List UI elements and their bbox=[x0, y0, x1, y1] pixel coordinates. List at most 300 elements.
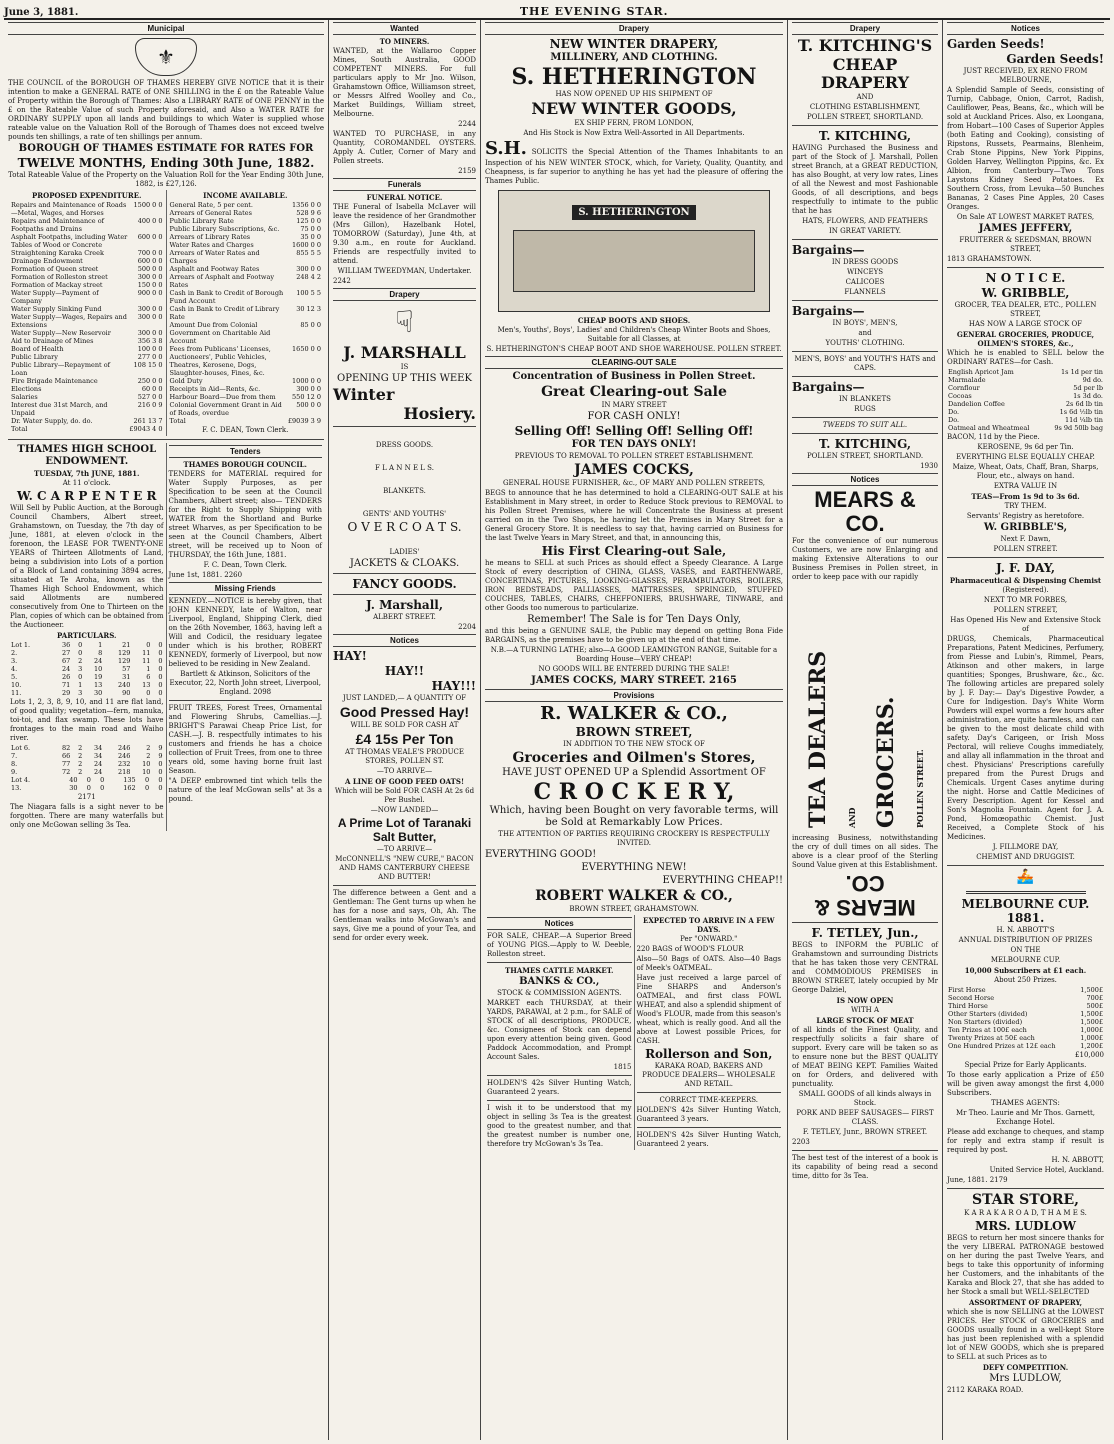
lot-row-cell: 135 bbox=[123, 776, 136, 784]
gribble-hasnow: HAS NOW A LARGE STOCK OF bbox=[968, 320, 1083, 328]
expenditure-row-cell: Straightening Karaka Creek bbox=[11, 249, 104, 257]
price-row-cell: 2s 6d lb tin bbox=[1065, 400, 1103, 408]
expenditure-row bbox=[10, 329, 164, 337]
lot-row-cell: 2 bbox=[78, 760, 83, 768]
abbott-footer bbox=[947, 1176, 1104, 1185]
gribble-teas: TEAS—From 1s 9d to 3s 6d. bbox=[971, 492, 1080, 501]
walker-have: HAVE JUST OPENED UP a Splendid Assortment OF bbox=[502, 767, 766, 778]
cocks-first: His First Clearing-out Sale, bbox=[541, 544, 727, 558]
lot-row-cell: 1 bbox=[98, 641, 103, 649]
lot-row-cell: 9. bbox=[11, 768, 18, 776]
prize-row-cell: Non Starters (divided) bbox=[948, 1018, 1023, 1026]
marshall-blankets: BLANKETS. bbox=[383, 487, 426, 495]
mears-grocers: GROCERS. bbox=[873, 696, 899, 828]
expenditure-row-cell: Formation of Rolleston street bbox=[11, 273, 108, 281]
expenditure-table bbox=[10, 201, 164, 433]
expenditure-row bbox=[10, 353, 164, 361]
school-text: Will Sell by Public Auction, at the Borough Council Chambers, Albert street, Grahamstown, on Tuesday, the 7th day of June, 1881, at eleven o'clock in the forenoon, the LEASE FOR TWENTY-ONE YEARS of Thirteen Allotments of Land, being a subdivision into Lots of a portion of a Block of Land containing 3894 acres, situated at Te Aroha, known as the Thames High School Endowment, which said Allotments are numbered consecutively from One to Thirteen on the Plan, copies of which can be obtained from the Auctioneer. bbox=[10, 504, 164, 629]
lot-row-cell: 9 bbox=[158, 752, 163, 760]
ad-number: 2242 bbox=[333, 277, 351, 285]
abbott-prizes-head: About 250 Prizes. bbox=[994, 976, 1057, 984]
gribble-general: GENERAL GROCERIES, PRODUCE, OILMEN'S STORES, &c., bbox=[956, 330, 1095, 348]
expenditure-row-cell: 250 0 0 bbox=[137, 377, 163, 385]
lot-row bbox=[10, 689, 164, 697]
section-heading: Provisions bbox=[485, 689, 783, 702]
lot-row-cell: 0 bbox=[158, 665, 163, 673]
lot-row bbox=[10, 760, 164, 768]
abbott-signature: H. N. ABBOTT, bbox=[1051, 1156, 1104, 1164]
expenditure-row bbox=[10, 401, 164, 417]
lot-row-cell: 72 bbox=[61, 768, 71, 776]
ludlow-karaka: K A R A K A R O A D, T H A M E S. bbox=[964, 1209, 1087, 1217]
lot-row-cell: Lot 1. bbox=[11, 641, 31, 649]
missing-signature: Bartlett & Atkinson, Solicitors of the Executor, 22, North John street, Liverpool, England. 2098 bbox=[169, 670, 322, 696]
expenditure-row bbox=[10, 305, 164, 313]
lot-row-cell: 9 bbox=[158, 744, 163, 752]
ad-number: 2112 bbox=[947, 1386, 965, 1394]
expenditure-row-cell: 900 0 0 bbox=[137, 289, 163, 297]
expenditure-row-cell: Water Supply—Wages, Repairs and Extensions bbox=[11, 313, 127, 329]
income-row-cell: Arrears of General Rates bbox=[169, 209, 252, 217]
lot-row-cell: 13 bbox=[142, 681, 151, 689]
holden-2: HOLDEN'S 42s Silver Hunting Watch, Guaranteed 2 years. bbox=[636, 1131, 781, 1148]
ludlow-footer bbox=[947, 1386, 1104, 1395]
mcgowan-filler: I wish it to be understood that my object in selling 3s Tea is the greatest good to the greatest number, and that the greatest number is number one, therefore try McGowan's 3s Tea. bbox=[487, 1104, 632, 1148]
gribble-price-table bbox=[947, 368, 1104, 432]
lot-row-cell: 0 bbox=[158, 689, 163, 697]
lot-row-cell: 240 bbox=[117, 681, 131, 689]
shop-front bbox=[513, 230, 755, 292]
bargain-item: IN DRESS GOODS bbox=[831, 258, 899, 266]
bargains-1: Bargains— bbox=[792, 243, 865, 257]
expenditure-row-cell: Repairs and Maintenance of Footpaths and Drains bbox=[11, 217, 105, 233]
price-row bbox=[947, 400, 1104, 408]
marshall-gents: GENTS' AND YOUTHS' bbox=[362, 510, 447, 518]
mears-vertical-text bbox=[792, 588, 938, 828]
column-kitching-mears bbox=[788, 20, 943, 1440]
undertaker: WILLIAM TWEEDYMAN, Undertaker. bbox=[337, 267, 472, 275]
section-heading-tenders: Tenders bbox=[169, 445, 323, 458]
lot-row-cell: 11 bbox=[142, 649, 151, 657]
price-row-cell: Cornflour bbox=[948, 384, 980, 392]
expenditure-row bbox=[10, 233, 164, 249]
walker-crockery: C R O C K E R Y, bbox=[533, 779, 735, 805]
price-row-cell: Oatmeal and Wheatmeal bbox=[948, 424, 1030, 432]
lot-row-cell: 5. bbox=[11, 673, 18, 681]
expenditure-row-cell: 216 0 9 bbox=[137, 401, 163, 409]
expenditure-row-cell: Board of Health bbox=[11, 345, 64, 353]
expenditure-row-cell: 600 0 0 bbox=[137, 233, 163, 241]
gribble-enabled: Which he is enabled to SELL below the ORDINARY RATES—for Cash. bbox=[947, 349, 1104, 366]
ludlow-text: BEGS to return her most sincere thanks for the very LIBERAL PATRONAGE bestowed on her during the past Twelve Years, and begs to take this opportunity of informing her Customers, and the inhabitants of the Karaka and Block 27, that she has added to her Stock a small but WELL-SELECTED bbox=[947, 1234, 1104, 1296]
tetley-signature: F. TETLEY, Junr., BROWN STREET. bbox=[802, 1128, 928, 1136]
hay-3: HAY!!! bbox=[431, 679, 476, 693]
bargain-item: CALICOES bbox=[845, 278, 885, 286]
lot-row-cell: 10. bbox=[11, 681, 22, 689]
income-row-cell: 125 0 0 bbox=[296, 217, 321, 225]
lot-row-cell: 2 bbox=[78, 657, 83, 665]
lot-row bbox=[10, 673, 164, 681]
expenditure-row-cell: 108 15 0 bbox=[133, 361, 163, 369]
heth-cheap-2: Men's, Youths', Boys', Ladies' and Children's Cheap Winter Boots and Shoes, Suitable for all Classes, at bbox=[497, 326, 771, 343]
lot-row-cell: 24 bbox=[93, 657, 103, 665]
mcconnell-line: McCONNELL'S "NEW CURE," BACON AND HAMS CANTERBURY CHEESE AND BUTTER! bbox=[335, 855, 474, 881]
walker-addition: IN ADDITION TO THE NEW STOCK OF bbox=[563, 740, 705, 748]
gribble-notice: N O T I C E. bbox=[985, 271, 1066, 285]
income-row-cell: 1356 0 0 bbox=[292, 201, 321, 209]
mears-and: AND bbox=[847, 807, 857, 828]
expenditure-row bbox=[10, 393, 164, 401]
abbott-postage: Please add exchange to cheques, and stamp for reply and extra stamp if result is required by post. bbox=[947, 1128, 1104, 1154]
ad-number: 2159 bbox=[458, 167, 476, 175]
pointing-hand-icon: ☟ bbox=[395, 305, 414, 340]
estimate-subtitle: TWELVE MONTHS, Ending 30th June, 1882. bbox=[17, 156, 315, 170]
gribble-name: W. GRIBBLE, bbox=[981, 286, 1070, 300]
income-row-cell: 1650 0 0 bbox=[292, 345, 321, 353]
lot-row-cell: Lot 4. bbox=[11, 776, 31, 784]
pigs-text: FOR SALE, CHEAP.—A Superior Breed of YOUNG PIGS.—Apply to W. Deeble, Rolleston street. bbox=[487, 932, 632, 958]
lot-row-cell: 232 bbox=[117, 760, 131, 768]
lot-row-cell: 218 bbox=[117, 768, 131, 776]
tetley-small: SMALL GOODS of all kinds always in Stock. bbox=[798, 1090, 932, 1107]
lots-table-c bbox=[10, 776, 164, 792]
expenditure-row-cell: Dr. Water Supply, do. do. bbox=[11, 417, 93, 425]
expenditure-row-cell: 277 0 0 bbox=[137, 353, 163, 361]
tenders-signature: F. C. Dean, Town Clerk. bbox=[203, 561, 287, 569]
price-row-cell: 9d do. bbox=[1082, 376, 1103, 384]
lot-row-cell: 2 bbox=[78, 768, 83, 776]
expenditure-row-cell: Water Supply—New Reservoir bbox=[11, 329, 111, 337]
income-row-cell: Public Library Subscriptions, &c. bbox=[169, 225, 280, 233]
gribble-maize: Maize, Wheat, Oats, Chaff, Bran, Sharps, Flour, etc., always on hand. bbox=[952, 463, 1099, 480]
marshall-fancy: FANCY GOODS. bbox=[352, 577, 457, 591]
heth-new-winter: NEW WINTER DRAPERY, bbox=[549, 37, 719, 51]
particulars-heading: PARTICULARS. bbox=[57, 631, 117, 640]
coat-of-arms-icon: ⚜ bbox=[135, 38, 197, 76]
income-row bbox=[169, 289, 323, 305]
kitching-clothing: CLOTHING ESTABLISHMENT, bbox=[809, 103, 921, 111]
income-row-cell: Asphalt and Footway Rates bbox=[169, 265, 260, 273]
lot-row bbox=[10, 641, 164, 649]
expenditure-row bbox=[10, 337, 164, 345]
income-row-cell: 300 0 0 bbox=[296, 385, 321, 393]
expenditure-row bbox=[10, 361, 164, 377]
gribble-pollen: POLLEN STREET. bbox=[993, 545, 1058, 553]
ad-number: 1813 bbox=[947, 255, 965, 263]
income-row-cell: Cash in Bank to Credit of Library Rate bbox=[169, 305, 280, 321]
expenditure-row bbox=[10, 217, 164, 233]
marshall-jackets: JACKETS & CLOAKS. bbox=[349, 558, 460, 569]
walker-groceries: Groceries and Oilmen's Stores, bbox=[512, 750, 756, 766]
oats-price: Which will be Sold FOR CASH At 2s 6d Per Bushel. bbox=[334, 787, 475, 804]
section-heading: Municipal bbox=[8, 22, 324, 35]
seeds-splendid: A Splendid Sample of Seeds, consisting of Turnip, Cabbage, Onion, Carrot, Radish, Cauliflower, Peas, Beans, &c., which will be sold at Auckland Prices. Also, ex Loongana, from Hobart—100 Cases of Superior Apples (both Eating and Cooking), consisting of Ripstons, Russets, Pearmains, Blenheim, Crab Stone Pippins, New York Pippins, Golden Harvey, Wellington Pippins, &c. Ex Albion, from Canterbury—Two Tons Laystons Kidney Seed Potatoes. Ex Southern Cross, from Levuka—50 Bunches Bananas, 2 Cases Pine Apples, 20 Cases Oranges. bbox=[947, 86, 1104, 211]
lot-row bbox=[10, 776, 164, 784]
income-row-cell: 35 0 0 bbox=[300, 233, 321, 241]
expenditure-row-cell: Repairs and Maintenance of Roads—Metal, Wages, and Horses bbox=[11, 201, 127, 217]
cocks-ten: FOR TEN DAYS ONLY! bbox=[571, 439, 697, 450]
expenditure-row-cell: Elections bbox=[11, 385, 42, 393]
lot-row-cell: 0 bbox=[158, 768, 163, 776]
bargains-3: Bargains— bbox=[792, 380, 865, 394]
price-row bbox=[947, 416, 1104, 424]
income-row bbox=[169, 345, 323, 377]
seeds-received: JUST RECEIVED, EX RENO FROM MELBOURNE, bbox=[963, 67, 1088, 84]
kitching-name-2: T. KITCHING, bbox=[818, 129, 912, 143]
lot-row-cell: 129 bbox=[117, 657, 131, 665]
estimate-title: BOROUGH OF THAMES ESTIMATE FOR RATES FOR bbox=[18, 143, 314, 154]
income-row bbox=[169, 393, 323, 401]
flour-3: Have just received a large parcel of Fine SHARPS and Anderson's OATMEAL, and first class FOWL WHEAT, and also a splendid shipment of Wood's FLOUR, made from this season's wheat, which is really good. And all the above at Lowest possible Prices, for CASH. bbox=[636, 974, 781, 1045]
gribble-dawn: Next F. Dawn, bbox=[1000, 535, 1051, 543]
gribble-servants: Servants' Registry as heretofore. bbox=[966, 512, 1085, 520]
cocks-nogoods: NO GOODS WILL BE ENTERED DURING THE SALE! bbox=[538, 665, 730, 673]
lot-row-cell: 162 bbox=[123, 784, 136, 792]
lot-row-cell: 34 bbox=[93, 752, 103, 760]
jeffery-footer bbox=[947, 255, 1104, 264]
heth-ship: EX SHIP FERN, FROM LONDON, bbox=[574, 119, 694, 127]
price-row bbox=[947, 408, 1104, 416]
abbott-annual: ANNUAL DISTRIBUTION OF PRIZES bbox=[958, 936, 1093, 944]
cocks-cash: FOR CASH ONLY! bbox=[587, 411, 681, 422]
income-row-cell: General Rate, 5 per cent. bbox=[169, 201, 253, 209]
expenditure-row-cell: Total bbox=[11, 425, 28, 433]
kitching-name-3: T. KITCHING, bbox=[818, 437, 912, 451]
heth-millinery: MILLINERY, AND CLOTHING. bbox=[550, 52, 718, 63]
bargain-item: IN BLANKETS bbox=[839, 395, 891, 403]
cocks-name: JAMES COCKS, bbox=[574, 462, 694, 478]
seeds-1: Garden Seeds! bbox=[947, 37, 1045, 51]
ad-number: 2203 bbox=[792, 1138, 810, 1146]
lot-row-cell: 8. bbox=[11, 760, 18, 768]
lot-row-cell: 2. bbox=[11, 649, 18, 657]
masthead bbox=[4, 2, 1110, 20]
heth-goods: NEW WINTER GOODS, bbox=[531, 99, 737, 118]
expenditure-row-cell: Asphalt Footpaths, including Water Tables of Wood or Concrete bbox=[11, 233, 128, 249]
lot-row-cell: 13 bbox=[93, 681, 103, 689]
oats-line: A LINE OF GOOD FEED OATS! bbox=[344, 777, 465, 786]
price-row-cell: 1s 3d do. bbox=[1073, 392, 1103, 400]
day-fillmore: J. FILLMORE DAY, bbox=[992, 843, 1059, 851]
tetley-pork: PORK AND BEEF SAUSAGES— FIRST CLASS. bbox=[796, 1109, 934, 1126]
lot-row-cell: 34 bbox=[93, 744, 103, 752]
expenditure-row-cell: 300 0 0 bbox=[137, 273, 163, 281]
price-row bbox=[947, 376, 1104, 384]
income-row-cell: Fees from Publicans' Licenses, Auctioneers', Public Vehicles, Theatres, Kerosene, Dogs, Slaughter-houses, Fines, &c. bbox=[169, 345, 271, 377]
income-row-cell: Water Rates and Charges bbox=[169, 241, 254, 249]
abbott-special: Special Prize for Early Applicants. bbox=[964, 1061, 1087, 1069]
expenditure-row bbox=[10, 417, 164, 425]
price-row bbox=[947, 392, 1104, 400]
kitching-having: HAVING Purchased the Business and part of the Stock of J. Marshall, Pollen street Branch, at a GREAT REDUCTION, has also Bought, at very low rates, Lines of all the Newest and most Fashionable Goods, of all descriptions, and begs respectfully to intimate to the public that he has bbox=[792, 144, 938, 215]
income-row bbox=[169, 417, 323, 425]
income-row-cell: £9039 3 9 bbox=[287, 417, 321, 425]
tenders-text: TENDERS for MATERIAL required for Water Supply Purposes, as per Specification to be seen at the Council Chambers, Albert street; also— TENDERS for the Right to Supply Shipping with WATER from the Shortland and Burke street Wharves, as per Specification to be seen at the Council Chambers, Albert street, will be received up to Noon of THURSDAY, the 16th June, 1881. bbox=[168, 470, 322, 559]
lot-row-cell: 67 bbox=[61, 657, 71, 665]
lot-row-cell: 71 bbox=[61, 681, 71, 689]
lot-row-cell: 11 bbox=[142, 657, 151, 665]
heth-initials: S.H. bbox=[485, 138, 527, 159]
lot-row-cell: 6 bbox=[146, 673, 151, 681]
expenditure-row bbox=[10, 281, 164, 289]
ludlow-road: KARAKA ROAD. bbox=[967, 1386, 1024, 1394]
hay-1: HAY! bbox=[333, 649, 367, 663]
income-row-cell: Harbour Board—Due from them bbox=[169, 393, 276, 401]
day-registered: (Registered). bbox=[1002, 586, 1049, 594]
auctioneer-name: W. C A R P E N T E R bbox=[17, 489, 157, 503]
ad-number: 2171 bbox=[77, 793, 96, 801]
paper-title: THE EVENING STAR. bbox=[519, 5, 669, 18]
town-clerk-signature: F. C. DEAN, Town Clerk. bbox=[202, 426, 289, 434]
expenditure-row bbox=[10, 201, 164, 217]
heth-warehouse: S. HETHERINGTON'S CHEAP BOOT AND SHOE WAREHOUSE. POLLEN STREET. bbox=[486, 345, 782, 353]
ad-number: 1930 bbox=[920, 462, 938, 470]
gribble-kerosene: KEROSENE, 9s 6d per Tin. bbox=[977, 443, 1074, 451]
lot-row bbox=[10, 649, 164, 657]
price-row-cell: English Apricot Jam bbox=[948, 368, 1014, 376]
ludlow-assort-2: which she is now SELLING at the LOWEST PRICES. Her STOCK of GROCERIES and GOODS usually found in a well-kept Store has just been replenished with a splendid lot of NEW GOODS, which she is prepared to SELL at such Prices as to bbox=[947, 1308, 1104, 1361]
lot-row bbox=[10, 784, 164, 792]
mears-convenience: For the convenience of our numerous Customers, we are now Enlarging and making Extensive Alterations to our Business Premises in Pollen street, in order to keep pace with our rapidly bbox=[792, 537, 938, 581]
mears-tea: TEA DEALERS bbox=[805, 650, 831, 828]
day-opened: Has Opened His New and Extensive Stock of bbox=[950, 616, 1101, 633]
heth-opened: HAS NOW OPENED UP HIS SHIPMENT OF bbox=[555, 90, 713, 98]
shopfront-engraving bbox=[498, 190, 770, 312]
cocks-great: Great Clearing-out Sale bbox=[541, 384, 727, 400]
tetley-meat: of all kinds of the Finest Quality, and respectfully solicits a fair share of support. Every care will be taken so as to ensure none but the BEST QUALITY of MEAT BEING KEPT. Families Waited on for Orders, and delivered with punctuality. bbox=[792, 1026, 938, 1088]
income-row bbox=[169, 217, 323, 225]
section-heading: Notices bbox=[333, 634, 476, 647]
lot-row-cell: 10 bbox=[93, 665, 103, 673]
income-row bbox=[169, 305, 323, 321]
prize-row-cell: 1,500£ bbox=[1080, 1010, 1103, 1018]
prize-row bbox=[947, 1034, 1104, 1042]
missing-text: KENNEDY.—NOTICE is hereby given, that JOHN KENNEDY, late of Walton, near Liverpool, England, Shipping Clerk, died on the 26th November, 1863, having left a Will and Codicil, the residuary legatee under which is his brother, ROBERT KENNEDY, formerly of Liverpool, but now believed to be residing in New Zealand. bbox=[168, 597, 322, 668]
day-chemist: Pharmaceutical & Dispensing Chemist bbox=[949, 576, 1102, 585]
lot-row-cell: 30 bbox=[69, 784, 78, 792]
shop-sign: S. HETHERINGTON bbox=[572, 205, 695, 220]
price-row-cell: 9s 9d 50lb bag bbox=[1054, 424, 1103, 432]
expenditure-row bbox=[10, 289, 164, 305]
miners-text: WANTED, at the Wallaroo Copper Mines, South Australia, GOOD COMPETENT MINERS. For full particulars apply to Mr Jno. Wilson, Grahamstown Office, Williamson street, or Messrs Alfred Woolley and Co., Market Buildings, William street, Melbourne. bbox=[333, 47, 476, 118]
seeds-onsale: On Sale AT LOWEST MARKET RATES, bbox=[956, 213, 1095, 221]
correct-timekeepers: CORRECT TIME-KEEPERS. bbox=[659, 1096, 758, 1104]
expenditure-row-cell: Fire Brigade Maintenance bbox=[11, 377, 98, 385]
lot-row-cell: 11. bbox=[11, 689, 22, 697]
jeffery-name: JAMES JEFFERY, bbox=[978, 223, 1073, 234]
walker-brown-2: BROWN STREET, GRAHAMSTOWN. bbox=[569, 905, 699, 913]
lot-row-cell: 0 bbox=[100, 784, 105, 792]
expenditure-row-cell: £9043 4 0 bbox=[129, 425, 163, 433]
lot-row-cell: 4. bbox=[11, 665, 18, 673]
prize-row bbox=[947, 1010, 1104, 1018]
expenditure-row-cell: Formation of Mackay street bbox=[11, 281, 103, 289]
section-heading: Notices bbox=[487, 917, 632, 930]
lot-row-cell: 3 bbox=[78, 689, 83, 697]
expenditure-row bbox=[10, 257, 164, 265]
income-row-cell: Arrears of Library Rates bbox=[169, 233, 251, 241]
lot-row-cell: 0 bbox=[146, 641, 151, 649]
abbott-special-2: To those early application a Prize of £50 will be given away amongst the first 4,000 Subscribers. bbox=[947, 1071, 1104, 1097]
lot-row-cell: 27 bbox=[61, 649, 71, 657]
income-row-cell: 1600 0 0 bbox=[292, 241, 321, 249]
kitching-variety: IN GREAT VARIETY. bbox=[828, 227, 902, 235]
lot-row bbox=[10, 681, 164, 689]
kitching-name: T. KITCHING'S bbox=[797, 36, 933, 55]
expenditure-row-cell: Formation of Queen street bbox=[11, 265, 99, 273]
abbott-hotel: United Service Hotel, Auckland. bbox=[989, 1166, 1104, 1174]
income-row-cell: 550 12 0 bbox=[292, 393, 321, 401]
lots-table-a bbox=[10, 641, 164, 697]
mears-pollen: POLLEN STREET. bbox=[915, 749, 925, 828]
day-next: NEXT TO MR FORBES, bbox=[983, 596, 1068, 604]
lot-row-cell: 0 bbox=[86, 784, 91, 792]
lot-row-cell: Lot 6. bbox=[11, 744, 31, 752]
bargain-item: YOUTHS' CLOTHING. bbox=[825, 339, 905, 347]
mears-name: MEARS & CO. bbox=[814, 487, 916, 536]
cocks-selling: Selling Off! Selling Off! Selling Off! bbox=[514, 424, 754, 438]
expenditure-row-cell: Interest due 31st March, and Unpaid bbox=[11, 401, 108, 417]
issue-date: June 3, 1881. bbox=[4, 7, 79, 18]
lot-row-cell: 2 bbox=[146, 744, 151, 752]
funeral-text: THE Funeral of Isabella McLaver will leave the residence of her Grandmother (Mrs Gillon), Hazelbank Hotel, TOMORROW (Saturday), June 4th, at 9.30 a.m., en route for Auckland. Friends are respectfully invited to attend. bbox=[333, 203, 476, 265]
lot-row-cell: 129 bbox=[117, 649, 131, 657]
kitching-cheap: CHEAP DRAPERY bbox=[820, 55, 910, 92]
mears-increasing: increasing Business, notwithstanding the cry of dull times on all sides. The above is a clear proof of the Sterling Sound Value given at this Establishment. bbox=[792, 834, 938, 869]
lot-row bbox=[10, 744, 164, 752]
section-heading-missing: Missing Friends bbox=[169, 582, 323, 595]
funeral-heading: FUNERAL NOTICE. bbox=[366, 193, 443, 202]
income-row bbox=[169, 265, 323, 273]
column-notices bbox=[943, 20, 1108, 1440]
lot-row-cell: 24 bbox=[93, 760, 103, 768]
price-row-cell: 1s 1d per tin bbox=[1061, 368, 1103, 376]
prize-row-cell: 1,500£ bbox=[1080, 986, 1103, 994]
lot-row-cell: 0 bbox=[100, 776, 105, 784]
expenditure-row-cell: Water Supply—Payment of Company bbox=[11, 289, 99, 305]
prize-row-cell: 700£ bbox=[1086, 994, 1103, 1002]
expenditure-row bbox=[10, 273, 164, 281]
school-title: THAMES HIGH SCHOOL ENDOWMENT. bbox=[17, 444, 157, 467]
kitching-pollen: POLLEN STREET, SHORTLAND. bbox=[806, 113, 924, 121]
lot-row-cell: 0 bbox=[144, 776, 150, 784]
rollerson-karaka: KARAKA ROAD, BAKERS AND PRODUCE DEALERS— WHOLESALE AND RETAIL. bbox=[642, 1062, 776, 1088]
cocks-remember: Remember! The Sale is for Ten Days Only, bbox=[527, 614, 741, 625]
rateable-value: Total Rateable Value of the Property on the Valuation Roll for the Year Ending 30th June, 1882, is £27,126. bbox=[8, 171, 324, 188]
cocks-previous: PREVIOUS TO REMOVAL TO POLLEN STREET ESTABLISHMENT. bbox=[514, 452, 754, 460]
walker-everything-3: EVERYTHING CHEAP!! bbox=[662, 875, 783, 886]
marshall-overcoats: O V E R C O A T S. bbox=[347, 520, 462, 534]
marshall-opening: OPENING UP THIS WEEK bbox=[337, 373, 472, 384]
expected-onward: Per "ONWARD." bbox=[680, 935, 738, 943]
lot-row-cell: 0 bbox=[86, 776, 91, 784]
lot-row-cell: 246 bbox=[117, 752, 131, 760]
cattle-market: THAMES CATTLE MARKET. bbox=[505, 966, 614, 975]
expenditure-row-cell: 261 13 7 bbox=[133, 417, 163, 425]
bargain-item: and bbox=[858, 329, 872, 337]
abbott-agents-2: Mr Theo. Laurie and Mr Thos. Garnett, Exchange Hotel. bbox=[955, 1109, 1096, 1126]
lot-row bbox=[10, 752, 164, 760]
mcgowan-filler: The difference between a Gent and a Gentleman: The Gent turns up when he has for a nose and says, Oh, Ah. The Gentleman walks into McGowan's and says, Give me a pound of your Tea, and send for order every week. bbox=[333, 889, 476, 942]
marshall-is: IS bbox=[400, 363, 409, 371]
rowing-boat-icon: 🚣 bbox=[966, 869, 1086, 894]
prize-row-cell: 500£ bbox=[1086, 1002, 1103, 1010]
income-row-cell: 75 0 0 bbox=[300, 225, 321, 233]
income-row bbox=[169, 377, 323, 385]
tetley-isnow: IS NOW OPEN bbox=[836, 996, 894, 1005]
lot-row-cell: 77 bbox=[61, 760, 71, 768]
income-row-cell: 100 5 5 bbox=[296, 289, 321, 297]
